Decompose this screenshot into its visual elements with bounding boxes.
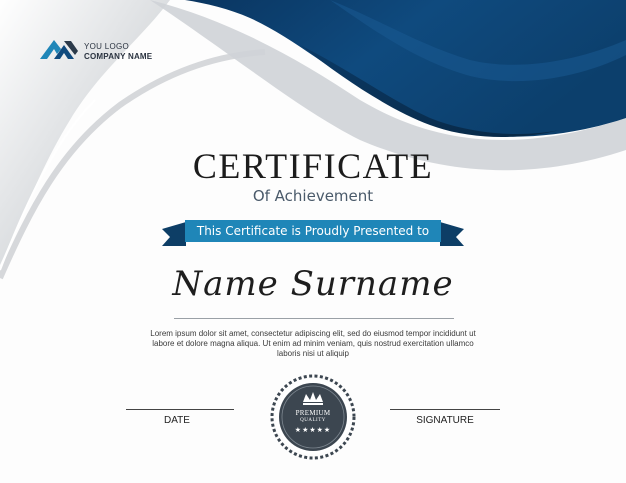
certificate-subtitle: Of Achievement bbox=[252, 187, 374, 205]
company-logo bbox=[84, 42, 152, 62]
recipient-name: Name Surname bbox=[172, 264, 454, 304]
certificate-body-text: Lorem ipsum dolor sit amet, consectetur adipiscing elit, sed do eiusmod tempor incididunt ut labore et dolore magna aliqua. Ut enim ad minim veniam, quis nostrud exercitation ullamco laboris nisi ut aliquip bbox=[150, 329, 476, 358]
logo-line-1: YOU LOGO bbox=[84, 42, 130, 51]
date-label: DATE bbox=[164, 415, 190, 426]
ribbon-tail-left bbox=[162, 222, 186, 246]
seal-text-premium: PREMIUM bbox=[295, 409, 331, 417]
date-line bbox=[126, 409, 234, 410]
ribbon-text: This Certificate is Proudly Presented to bbox=[196, 224, 430, 238]
seal-text-quality: QUALITY bbox=[300, 418, 326, 423]
seal-stars: ★★★★★ bbox=[294, 426, 332, 434]
logo-line-2: COMPANY NAME bbox=[84, 52, 153, 61]
ribbon-tail-right bbox=[440, 222, 464, 246]
certificate-title: CERTIFICATE bbox=[192, 146, 434, 186]
signature-line bbox=[390, 409, 500, 410]
signature-label: SIGNATURE bbox=[416, 415, 474, 426]
name-underline bbox=[174, 318, 454, 319]
premium-seal bbox=[272, 376, 354, 458]
